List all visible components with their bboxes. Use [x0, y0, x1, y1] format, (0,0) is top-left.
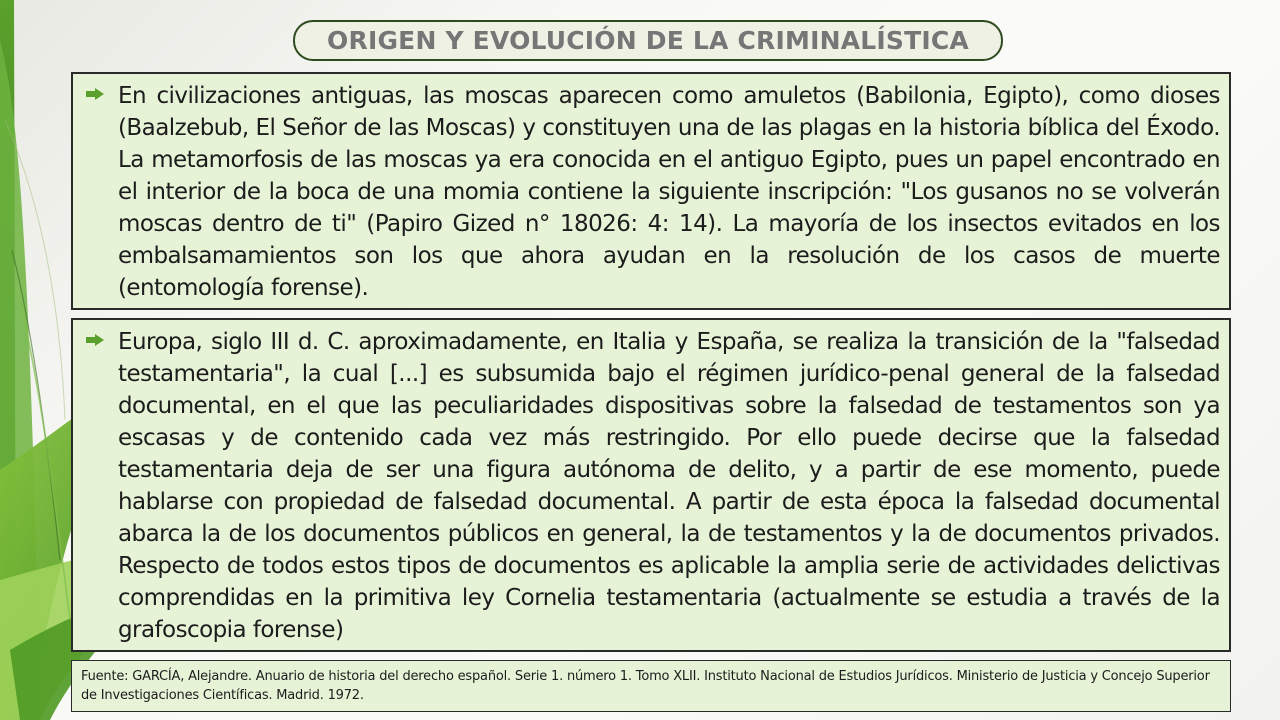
text-box-ancient-civilizations — [71, 72, 1231, 310]
text-box-europe — [71, 318, 1231, 652]
paragraph-europe: Europa, siglo III d. C. aproximadamente, en Italia y España, se realiza la transición de la "falsedad testamentaria", la cual [...] es subsumida bajo el régimen jurídico-penal general de la falsedad documental, en el que las peculiaridades dispositivas sobre la falsedad de testamentos son ya escasas y de contenido cada vez más restringido. Por ello puede decirse que la falsedad testamentaria deja de ser una figura autónoma de delito, y a partir de ese momento, puede hablarse con propiedad de falsedad documental. A partir de esta época la falsedad documental abarca la de los documentos públicos en general, la de testamentos y la de documentos privados. Respecto de todos estos tipos de documentos es aplicable la amplia serie de actividades delictivas comprendidas en la primitiva ley Cornelia testamentaria (actualmente se estudia a través de la grafoscopia forense) — [118, 329, 1220, 643]
title-banner — [293, 20, 1003, 61]
paragraph-ancient-civilizations: En civilizaciones antiguas, las moscas aparecen como amuletos (Babilonia, Egipto), como dioses (Baalzebub, El Señor de las Moscas) y constituyen una de las plagas en la historia bíblica del Éxodo. La metamorfosis de las moscas ya era conocida en el antiguo Egipto, pues un papel encontrado en el interior de la boca de una momia contiene la siguiente inscripción: "Los gusanos no se volverán moscas dentro de ti" (Papiro Gized n° 18026: 4: 14). La mayoría de los insectos evitados en los embalsamamientos son los que ahora ayudan en la resolución de los casos de muerte (entomología forense). — [118, 83, 1220, 301]
page-title: ORIGEN Y EVOLUCIÓN DE LA CRIMINALÍSTICA — [327, 26, 969, 55]
arrow-bullet-icon — [86, 88, 104, 100]
source-citation: Fuente: GARCÍA, Alejandre. Anuario de historia del derecho español. Serie 1. número 1. Tomo XLII. Instituto Nacional de Estudios Jurídicos. Ministerio de Justicia y Concejo Superior de Investigaciones Científicas. Madrid. 1972. — [71, 660, 1231, 712]
arrow-bullet-icon — [86, 334, 104, 346]
